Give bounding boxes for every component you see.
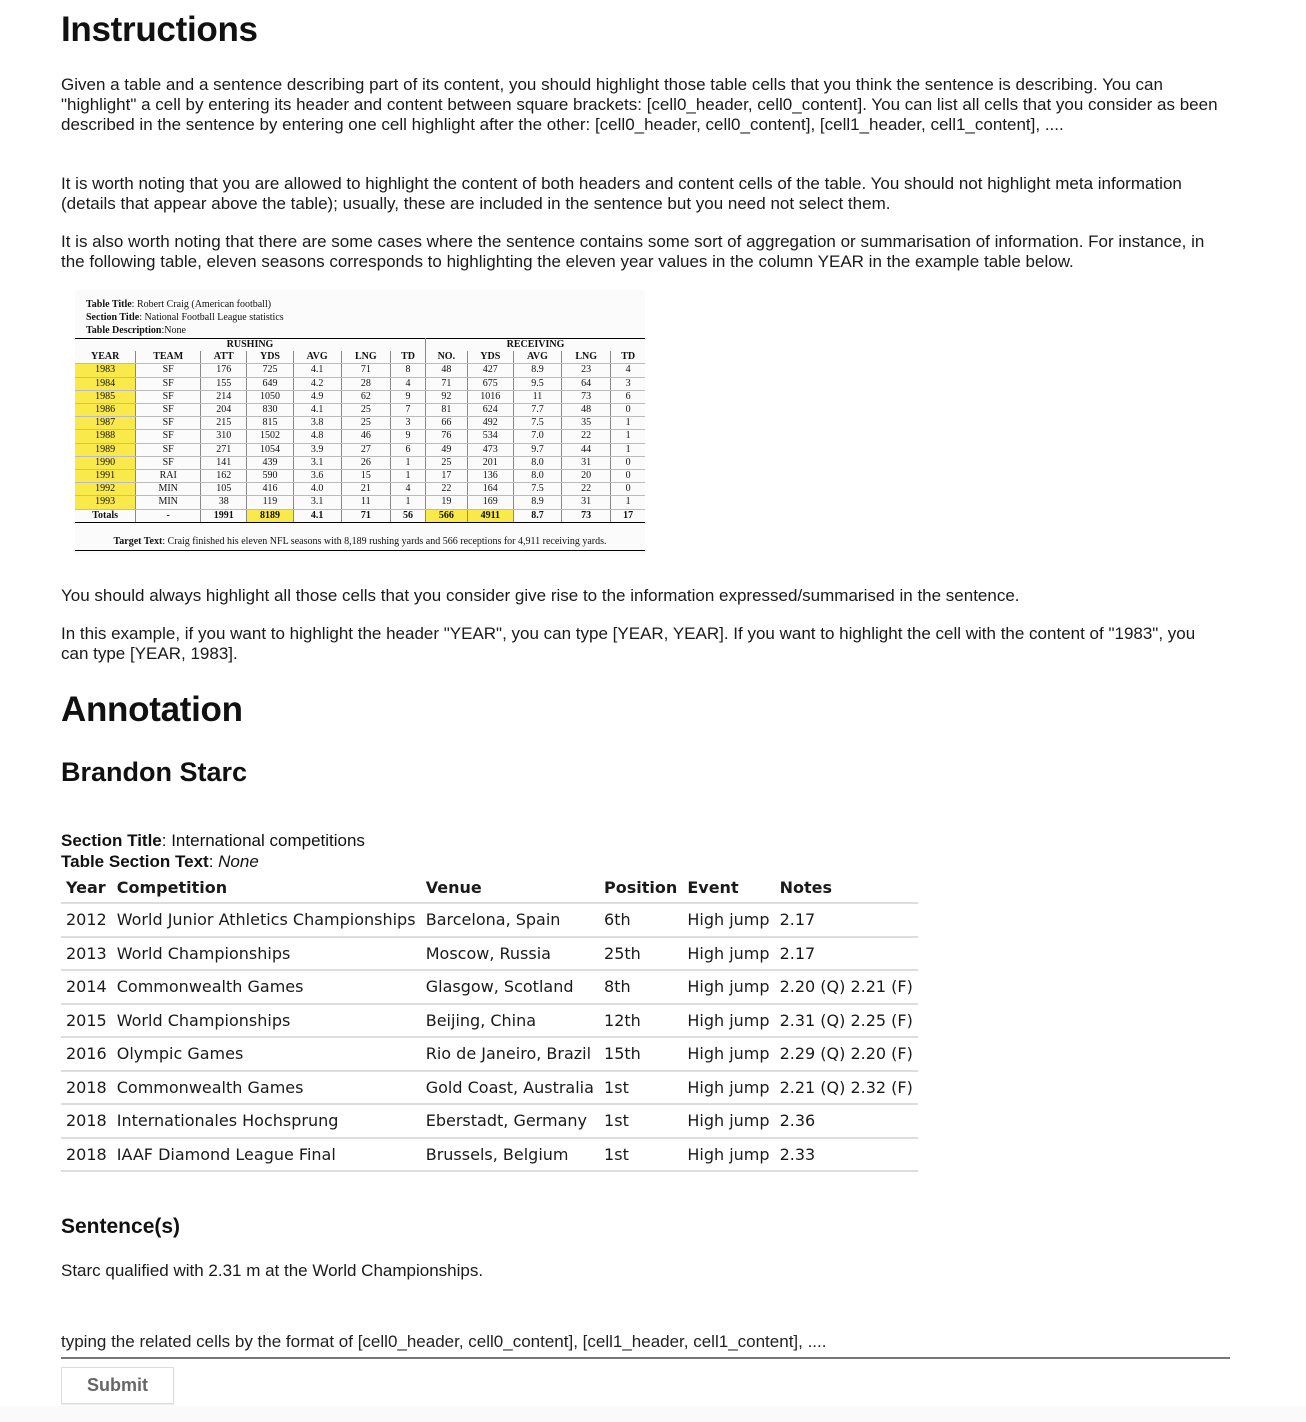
example-cell: 26 — [341, 456, 390, 469]
example-cell: SF — [136, 430, 201, 443]
example-cell: 8 — [391, 364, 426, 377]
example-cell: 3.1 — [293, 456, 341, 469]
example-cell: 44 — [561, 443, 610, 456]
table-row — [61, 1138, 918, 1172]
example-cell: 27 — [341, 443, 390, 456]
example-cell: 155 — [201, 377, 247, 390]
table-cell-year: 2016 — [61, 1037, 112, 1071]
example-section-title-label: Section Title — [86, 312, 140, 323]
table-cell-notes: 2.17 — [775, 903, 918, 937]
example-cell: 4 — [391, 483, 426, 496]
example-row — [75, 390, 645, 403]
section-title: : International competitions — [161, 831, 365, 850]
example-cell: 176 — [201, 364, 247, 377]
table-section-label: Table Section Text — [61, 851, 209, 871]
example-cell: 1502 — [247, 430, 293, 443]
example-cell: 11 — [341, 496, 390, 509]
example-cell: 1990 — [75, 456, 136, 469]
example-cell: 25 — [341, 417, 390, 430]
example-cell: SF — [136, 364, 201, 377]
example-cell: 204 — [201, 404, 247, 417]
example-cell: 271 — [201, 443, 247, 456]
instructions-paragraph-2: It is worth noting that you are allowed to highlight the content of both headers and content cells of the table. You should not highlight meta information (details that appear above the table); usually, these are included in the sentence but you need not select them. — [61, 174, 1182, 213]
example-header-cell: TD — [391, 351, 426, 364]
example-cell: 1016 — [467, 390, 513, 403]
example-cell: 3.6 — [293, 470, 341, 483]
example-cell: 8.9 — [513, 364, 561, 377]
example-cell: 1 — [611, 417, 645, 430]
table-row — [61, 970, 918, 1004]
table-cell-event: High jump — [682, 970, 774, 1004]
table-cell-competition: Commonwealth Games — [112, 1071, 421, 1105]
example-cell: 48 — [561, 404, 610, 417]
example-cell: 22 — [561, 430, 610, 443]
example-total-cell: 56 — [391, 509, 426, 522]
example-row — [75, 483, 645, 496]
example-cell: SF — [136, 377, 201, 390]
column-header-event: Event — [682, 872, 774, 903]
example-description: :None — [161, 325, 186, 336]
page-name-heading: Brandon Starc — [61, 757, 248, 787]
column-header-position: Position — [599, 872, 682, 903]
example-cell: MIN — [136, 483, 201, 496]
example-description-label: Table Description — [86, 325, 162, 336]
example-header-cell: YDS — [247, 351, 293, 364]
example-cell: 71 — [426, 377, 468, 390]
table-cell-venue: Glasgow, Scotland — [421, 970, 599, 1004]
example-cell: 64 — [561, 377, 610, 390]
example-cell: 4.9 — [293, 390, 341, 403]
table-cell-position: 1st — [599, 1071, 682, 1105]
example-row — [75, 443, 645, 456]
example-cell: 6 — [391, 443, 426, 456]
table-cell-competition: Internationales Hochsprung — [112, 1104, 421, 1138]
example-cell: 20 — [561, 470, 610, 483]
example-meta — [86, 298, 284, 337]
example-cell: 31 — [561, 496, 610, 509]
example-table — [75, 338, 645, 523]
example-cell: 0 — [611, 456, 645, 469]
example-cell: 15 — [341, 470, 390, 483]
example-cell: 0 — [611, 470, 645, 483]
example-row — [75, 404, 645, 417]
example-row — [75, 456, 645, 469]
example-cell: 17 — [426, 470, 468, 483]
target-text: : Craig finished his eleven NFL seasons with 8,189 rushing yards and 566 receptions for 4,911 receiving yards. — [162, 536, 607, 547]
example-cell: 8.9 — [513, 496, 561, 509]
column-header-notes: Notes — [775, 872, 918, 903]
example-total-cell: - — [136, 509, 201, 522]
example-cell: 201 — [467, 456, 513, 469]
table-cell-venue: Beijing, China — [421, 1004, 599, 1038]
example-cell: 4.8 — [293, 430, 341, 443]
table-cell-competition: Olympic Games — [112, 1037, 421, 1071]
example-cell: 3.1 — [293, 496, 341, 509]
example-cell: 675 — [467, 377, 513, 390]
example-header-cell: AVG — [293, 351, 341, 364]
table-cell-notes: 2.20 (Q) 2.21 (F) — [775, 970, 918, 1004]
table-cell-competition: World Championships — [112, 1004, 421, 1038]
example-header-cell: ATT — [201, 351, 247, 364]
table-cell-notes: 2.36 — [775, 1104, 918, 1138]
example-header-cell: YEAR — [75, 351, 136, 364]
example-cell: SF — [136, 443, 201, 456]
example-row — [75, 417, 645, 430]
example-cell: 6 — [611, 390, 645, 403]
table-cell-venue: Moscow, Russia — [421, 937, 599, 971]
example-cell: 1984 — [75, 377, 136, 390]
example-cell: 1988 — [75, 430, 136, 443]
example-cell: 48 — [426, 364, 468, 377]
example-cell: 1 — [611, 496, 645, 509]
example-cell: 1986 — [75, 404, 136, 417]
example-row — [75, 364, 645, 377]
example-cell: 11 — [513, 390, 561, 403]
table-cell-position: 6th — [599, 903, 682, 937]
instructions-heading: Instructions — [61, 10, 258, 49]
example-cell: 473 — [467, 443, 513, 456]
example-total-cell: 17 — [611, 509, 645, 522]
example-cell: 23 — [561, 364, 610, 377]
example-cell: 35 — [561, 417, 610, 430]
example-cell: 1983 — [75, 364, 136, 377]
example-table-title: : Robert Craig (American football) — [131, 299, 272, 310]
example-cell: 4 — [391, 377, 426, 390]
example-cell: 31 — [561, 456, 610, 469]
example-cell: 725 — [247, 364, 293, 377]
table-cell-notes: 2.21 (Q) 2.32 (F) — [775, 1071, 918, 1105]
example-cell: 1 — [391, 456, 426, 469]
table-cell-event: High jump — [682, 1004, 774, 1038]
table-cell-competition: World Junior Athletics Championships — [112, 903, 421, 937]
example-header-cell: LNG — [341, 351, 390, 364]
sentences-heading: Sentence(s) — [61, 1215, 181, 1238]
example-cell: 8.0 — [513, 470, 561, 483]
example-cell: 3 — [391, 417, 426, 430]
example-total-cell: 71 — [341, 509, 390, 522]
example-cell: 3.8 — [293, 417, 341, 430]
table-cell-event: High jump — [682, 937, 774, 971]
example-cell: 7 — [391, 404, 426, 417]
table-cell-venue: Brussels, Belgium — [421, 1138, 599, 1172]
example-cell: 141 — [201, 456, 247, 469]
example-cell: 1985 — [75, 390, 136, 403]
table-cell-venue: Gold Coast, Australia — [421, 1071, 599, 1105]
annotation-meta — [61, 831, 365, 872]
example-cell: 164 — [467, 483, 513, 496]
table-cell-competition: IAAF Diamond League Final — [112, 1138, 421, 1172]
example-cell: 28 — [341, 377, 390, 390]
example-cell: 1 — [611, 430, 645, 443]
example-cell: 49 — [426, 443, 468, 456]
table-cell-event: High jump — [682, 1104, 774, 1138]
example-cell: 439 — [247, 456, 293, 469]
group-receiving: RECEIVING — [426, 339, 645, 352]
example-cell: 1992 — [75, 483, 136, 496]
example-cell: 624 — [467, 404, 513, 417]
example-total-cell: 566 — [426, 509, 468, 522]
example-cell: 427 — [467, 364, 513, 377]
example-cell: 22 — [561, 483, 610, 496]
example-section-title: : National Football League statistics — [139, 312, 284, 323]
example-cell: 1993 — [75, 496, 136, 509]
table-cell-position: 12th — [599, 1004, 682, 1038]
example-cell: 38 — [201, 496, 247, 509]
example-cell: SF — [136, 390, 201, 403]
example-cell: 136 — [467, 470, 513, 483]
example-cell: 1 — [391, 470, 426, 483]
answer-input-wrapper — [61, 1330, 1230, 1359]
section-title-label: Section Title — [61, 831, 162, 850]
table-cell-notes: 2.29 (Q) 2.20 (F) — [775, 1037, 918, 1071]
table-row — [61, 937, 918, 971]
table-row — [61, 1071, 918, 1105]
instructions-paragraph-5: In this example, if you want to highlight the header "YEAR", you can type [YEAR, YEAR]. If you want to highlight the cell with the content of "1983", you can type [YEAR, 1983]. — [61, 624, 1196, 663]
target-label: Target Text — [113, 536, 163, 547]
instructions-paragraph-1: Given a table and a sentence describing part of its content, you should highlight those table cells that you think the sentence is describing. You can "highlight" a cell by entering its header and content between square brackets: [cell0_header, cell0_content]. You can list all cells that you consider as been described in the sentence by entering one cell highlight after the other: [cell0_header, cell0_content], [cell1_header, cell1_content], .... — [61, 75, 1218, 134]
example-total-cell: 1991 — [201, 509, 247, 522]
example-cell: 830 — [247, 404, 293, 417]
example-table-figure — [75, 290, 645, 555]
answer-input[interactable] — [61, 1330, 1230, 1354]
example-cell: SF — [136, 417, 201, 430]
example-cell: SF — [136, 456, 201, 469]
table-cell-venue: Rio de Janeiro, Brazil — [421, 1037, 599, 1071]
table-cell-notes: 2.33 — [775, 1138, 918, 1172]
example-cell: 7.7 — [513, 404, 561, 417]
example-cell: 25 — [341, 404, 390, 417]
table-row — [61, 903, 918, 937]
example-cell: 1987 — [75, 417, 136, 430]
example-cell: 9.5 — [513, 377, 561, 390]
example-header-cell: LNG — [561, 351, 610, 364]
example-cell: 1050 — [247, 390, 293, 403]
example-cell: 4.1 — [293, 404, 341, 417]
example-header-cell: YDS — [467, 351, 513, 364]
example-cell: 3 — [611, 377, 645, 390]
table-cell-competition: Commonwealth Games — [112, 970, 421, 1004]
table-cell-year: 2018 — [61, 1104, 112, 1138]
example-total-cell: Totals — [75, 509, 136, 522]
table-cell-position: 1st — [599, 1138, 682, 1172]
example-cell: 7.5 — [513, 483, 561, 496]
example-cell: 4.0 — [293, 483, 341, 496]
example-cell: 214 — [201, 390, 247, 403]
table-row — [61, 1004, 918, 1038]
column-header-venue: Venue — [421, 872, 599, 903]
group-rushing: RUSHING — [226, 339, 274, 350]
example-cell: 4.1 — [293, 364, 341, 377]
example-cell: 9.7 — [513, 443, 561, 456]
table-cell-position: 15th — [599, 1037, 682, 1071]
example-cell: 1 — [611, 443, 645, 456]
example-cell: 21 — [341, 483, 390, 496]
table-cell-position: 25th — [599, 937, 682, 971]
table-cell-event: High jump — [682, 1037, 774, 1071]
column-header-competition: Competition — [112, 872, 421, 903]
example-cell: 492 — [467, 417, 513, 430]
table-cell-year: 2014 — [61, 970, 112, 1004]
example-cell: 590 — [247, 470, 293, 483]
example-cell: 416 — [247, 483, 293, 496]
instructions-paragraph-4: You should always highlight all those cells that you consider give rise to the information expressed/summarised in the sentence. — [61, 586, 1020, 605]
table-cell-venue: Barcelona, Spain — [421, 903, 599, 937]
sentence-text: Starc qualified with 2.31 m at the World Championships. — [61, 1261, 484, 1280]
table-row — [61, 1104, 918, 1138]
table-cell-year: 2018 — [61, 1071, 112, 1105]
table-cell-event: High jump — [682, 1071, 774, 1105]
example-total-cell: 4911 — [467, 509, 513, 522]
example-cell: 649 — [247, 377, 293, 390]
example-cell: 9 — [391, 430, 426, 443]
example-row — [75, 377, 645, 390]
example-header-cell: TD — [611, 351, 645, 364]
table-cell-position: 8th — [599, 970, 682, 1004]
table-cell-year: 2018 — [61, 1138, 112, 1172]
table-cell-event: High jump — [682, 1138, 774, 1172]
annotation-heading: Annotation — [61, 690, 243, 729]
example-cell: 4 — [611, 364, 645, 377]
table-cell-year: 2013 — [61, 937, 112, 971]
example-cell: 7.5 — [513, 417, 561, 430]
table-cell-position: 1st — [599, 1104, 682, 1138]
example-header-cell: TEAM — [136, 351, 201, 364]
example-total-cell: 8.7 — [513, 509, 561, 522]
example-cell: RAI — [136, 470, 201, 483]
table-cell-notes: 2.31 (Q) 2.25 (F) — [775, 1004, 918, 1038]
example-cell: 162 — [201, 470, 247, 483]
example-row — [75, 430, 645, 443]
example-cell: 76 — [426, 430, 468, 443]
example-row — [75, 470, 645, 483]
example-cell: 92 — [426, 390, 468, 403]
table-cell-year: 2015 — [61, 1004, 112, 1038]
example-cell: 19 — [426, 496, 468, 509]
example-table-title-label: Table Title — [86, 299, 132, 310]
example-cell: 0 — [611, 404, 645, 417]
table-cell-competition: World Championships — [112, 937, 421, 971]
example-cell: 9 — [391, 390, 426, 403]
example-row — [75, 496, 645, 509]
example-cell: 62 — [341, 390, 390, 403]
bottom-strip — [0, 1406, 1306, 1422]
example-cell: 25 — [426, 456, 468, 469]
example-cell: 0 — [611, 483, 645, 496]
example-target-text — [75, 536, 645, 551]
example-totals-row — [75, 509, 645, 522]
sep: : — [208, 851, 219, 871]
example-cell: 73 — [561, 390, 610, 403]
example-cell: 119 — [247, 496, 293, 509]
example-cell: 1054 — [247, 443, 293, 456]
example-cell: 7.0 — [513, 430, 561, 443]
column-header-year: Year — [61, 872, 112, 903]
example-cell: 1991 — [75, 470, 136, 483]
example-header-cell: NO. — [426, 351, 468, 364]
example-cell: MIN — [136, 496, 201, 509]
example-cell: 1 — [391, 496, 426, 509]
example-cell: 1989 — [75, 443, 136, 456]
example-total-cell: 4.1 — [293, 509, 341, 522]
example-cell: 105 — [201, 483, 247, 496]
table-cell-event: High jump — [682, 903, 774, 937]
example-cell: 815 — [247, 417, 293, 430]
example-cell: 46 — [341, 430, 390, 443]
submit-button[interactable]: Submit — [61, 1367, 174, 1404]
example-cell: 310 — [201, 430, 247, 443]
example-cell: 8.0 — [513, 456, 561, 469]
instructions-paragraph-3: It is also worth noting that there are some cases where the sentence contains some sort of aggregation or summarisation of information. For instance, in the following table, eleven seasons corresponds to highlighting the eleven year values in the column YEAR in the example table below. — [61, 232, 1205, 271]
example-cell: 71 — [341, 364, 390, 377]
example-cell: SF — [136, 404, 201, 417]
example-total-cell: 8189 — [247, 509, 293, 522]
example-header-cell: AVG — [513, 351, 561, 364]
table-cell-notes: 2.17 — [775, 937, 918, 971]
example-cell: 215 — [201, 417, 247, 430]
table-cell-venue: Eberstadt, Germany — [421, 1104, 599, 1138]
example-total-cell: 73 — [561, 509, 610, 522]
table-section-text: None — [218, 851, 259, 871]
example-cell: 169 — [467, 496, 513, 509]
example-cell: 4.2 — [293, 377, 341, 390]
example-cell: 3.9 — [293, 443, 341, 456]
table-row — [61, 1037, 918, 1071]
example-cell: 534 — [467, 430, 513, 443]
example-cell: 81 — [426, 404, 468, 417]
competitions-table — [61, 872, 918, 1172]
example-cell: 66 — [426, 417, 468, 430]
table-cell-year: 2012 — [61, 903, 112, 937]
example-cell: 22 — [426, 483, 468, 496]
